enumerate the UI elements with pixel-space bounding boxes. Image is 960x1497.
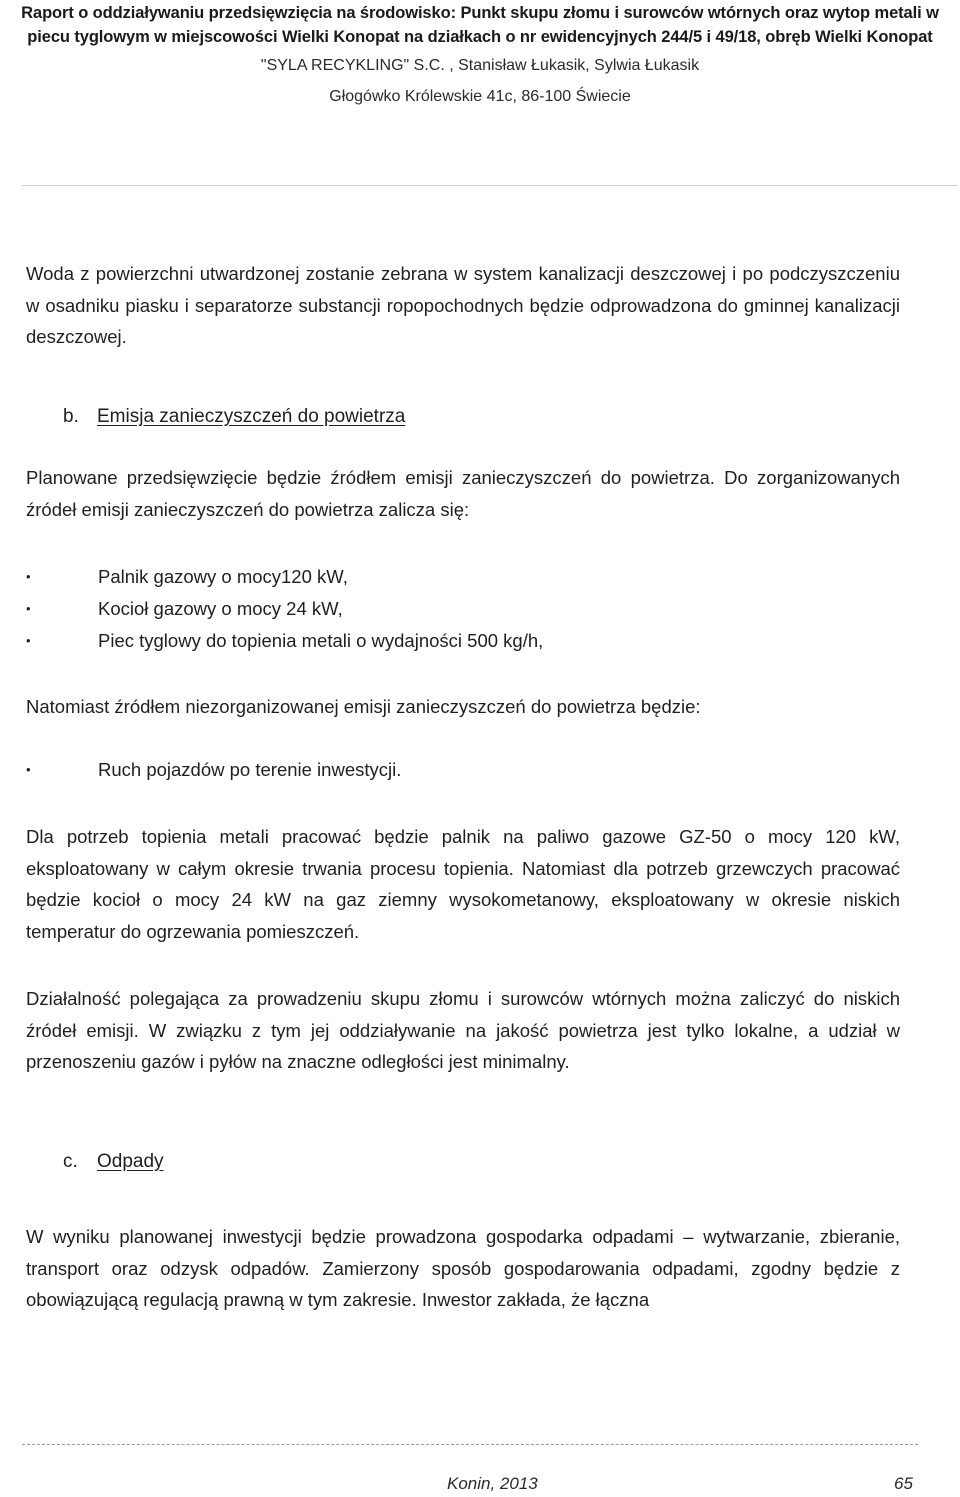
paragraph-waste: W wyniku planowanej inwestycji będzie prowadzona gospodarka odpadami – wytwarzanie, zbieranie, transport oraz odzysk odpadów. Zamierzony sposób gospodarowania odpadami, zgodny będzie z obowiązującą regulacją prawną w tym zakresie. Inwestor zakłada, że łączna bbox=[26, 1226, 900, 1310]
list-item-text: Kocioł gazowy o mocy 24 kW, bbox=[98, 598, 343, 619]
bullet-icon: • bbox=[26, 569, 31, 584]
paragraph-activity: Działalność polegająca za prowadzeniu skupu złomu i surowców wtórnych można zaliczyć do niskich źródeł emisji. W związku z tym jej oddziaływanie na jakość powietrza jest tylko lokalne, a udział w przenoszeniu gazów i pyłów na znaczne odległości jest minimalny. bbox=[26, 988, 900, 1072]
list-item-text: Ruch pojazdów po terenie inwestycji. bbox=[98, 759, 402, 780]
section-letter-b: b. bbox=[63, 406, 79, 427]
footer-divider bbox=[22, 1444, 918, 1445]
section-heading-c bbox=[63, 1149, 164, 1175]
list-item-text: Piec tyglowy do topienia metali o wydajności 500 kg/h, bbox=[98, 630, 544, 651]
list-item-text: Palnik gazowy o mocy120 kW, bbox=[98, 566, 348, 587]
page-number: 65 bbox=[894, 1474, 913, 1493]
section-title-b: Emisja zanieczyszczeń do powietrza bbox=[97, 406, 406, 427]
company-address: Głogówko Królewskie 41c, 86-100 Świecie bbox=[329, 88, 631, 105]
company-name: "SYLA RECYKLING" S.C. , Stanisław Łukasik, Sylwia Łukasik bbox=[260, 57, 700, 74]
bullet-icon: • bbox=[26, 762, 31, 777]
paragraph-melting: Dla potrzeb topienia metali pracować będzie palnik na paliwo gazowe GZ-50 o mocy 120 kW, eksploatowany w całym okresie trwania procesu topienia. Natomiast dla potrzeb grzewczych pracować będzie kocioł o mocy 24 kW na gaz ziemny wysokometanowy, eksploatowany w okresie niskich temperatur do ogrzewania pomieszczeń. bbox=[26, 826, 900, 942]
bullet-icon: • bbox=[26, 601, 31, 616]
bullet-icon: • bbox=[26, 633, 31, 648]
paragraph-water: Woda z powierzchni utwardzonej zostanie zebrana w system kanalizacji deszczowej i po podczyszczeniu w osadniku piasku i separatorze substancji ropopochodnych będzie odprowadzona do gminnej kanalizacji deszczowej. bbox=[26, 263, 900, 347]
report-title: Raport o oddziaływaniu przedsięwzięcia na środowisko: Punkt skupu złomu i surowców wtórnych oraz wytop metali w piecu tyglowym w miejscowości Wielki Konopat na działkach o nr ewidencyjnych 244/5 i 49/18, obręb Wielki Konopat bbox=[21, 4, 939, 46]
page-header bbox=[0, 0, 960, 108]
header-divider bbox=[22, 185, 958, 186]
paragraph-unorganized-emission: Natomiast źródłem niezorganizowanej emisji zanieczyszczeń do powietrza będzie: bbox=[26, 696, 701, 717]
section-letter-c: c. bbox=[63, 1151, 78, 1172]
section-title-c: Odpady bbox=[97, 1151, 164, 1172]
footer-place-year: Konin, 2013 bbox=[447, 1474, 538, 1493]
paragraph-emission-sources: Planowane przedsięwzięcie będzie źródłem emisji zanieczyszczeń do powietrza. Do zorganizowanych źródeł emisji zanieczyszczeń do powietrza zalicza się: bbox=[26, 467, 900, 520]
section-heading-b bbox=[63, 404, 405, 430]
